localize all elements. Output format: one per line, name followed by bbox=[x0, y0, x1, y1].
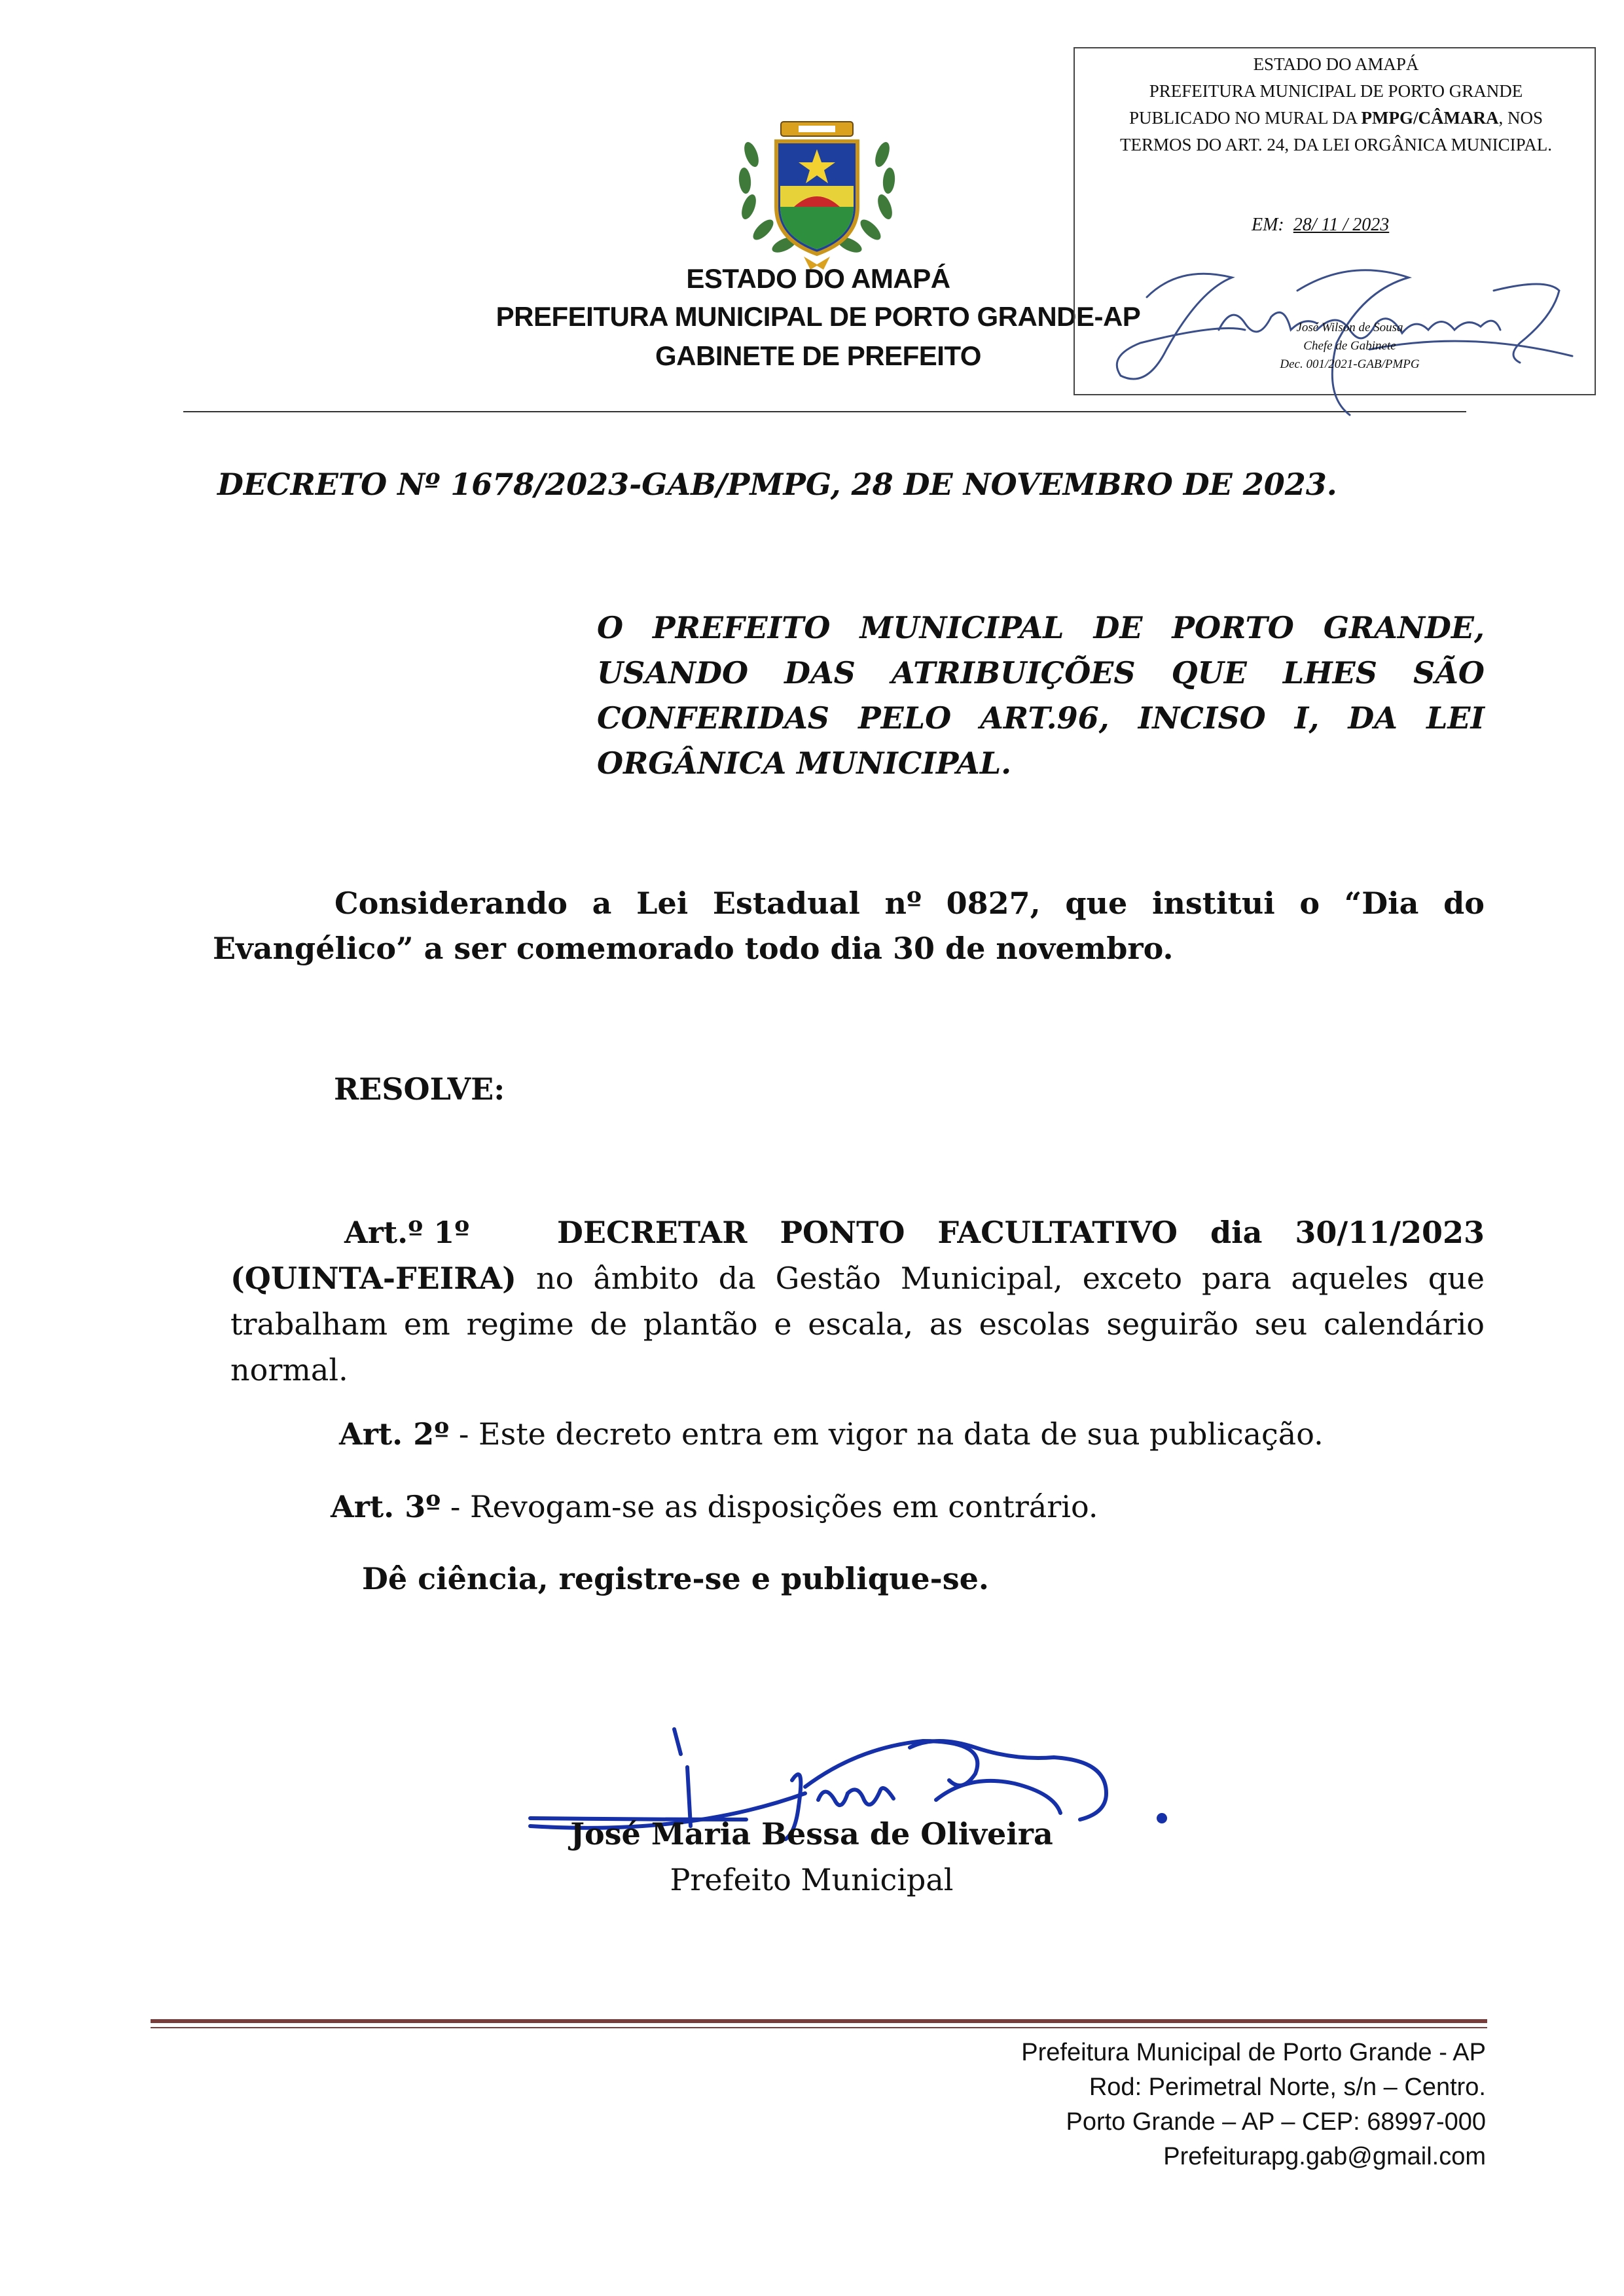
stamp-signer-name: José Wilson de Sousa bbox=[1296, 321, 1403, 334]
footer-divider-thin bbox=[151, 2027, 1487, 2028]
article-2-text: - Este decreto entra em vigor na data de sua publicação. bbox=[449, 1416, 1324, 1452]
stamp-signer bbox=[1271, 319, 1428, 374]
footer-address bbox=[851, 2036, 1486, 2174]
footer-divider bbox=[151, 2019, 1487, 2023]
stamp-date: EM: 28/ 11 / 2023 bbox=[1252, 215, 1390, 235]
article-2-label: Art. 2º bbox=[339, 1416, 450, 1452]
mayor-role: Prefeito Municipal bbox=[670, 1862, 954, 1897]
article-3-label: Art. 3º bbox=[331, 1489, 441, 1524]
stamp-signer-role: Chefe de Gabinete bbox=[1303, 339, 1396, 353]
stamp-prefecture: PREFEITURA MUNICIPAL DE PORTO GRANDE bbox=[1149, 81, 1523, 101]
coat-of-arms-icon bbox=[725, 109, 909, 272]
stamp-law-reference: TERMOS DO ART. 24, DA LEI ORGÂNICA MUNICIPAL. bbox=[1120, 135, 1552, 154]
considering-clause: Considerando a Lei Estadual nº 0827, que institui o “Dia do Evangélico” a ser comemorado todo dia 30 de novembro. bbox=[213, 886, 1485, 966]
article-2 bbox=[339, 1416, 1324, 1452]
footer-city-cep: Porto Grande – AP – CEP: 68997-000 bbox=[1066, 2108, 1486, 2136]
resolve-heading: RESOLVE: bbox=[334, 1071, 505, 1107]
header-state: ESTADO DO AMAPÁ bbox=[686, 263, 950, 294]
article-3 bbox=[331, 1489, 1098, 1524]
footer-email: Prefeiturapg.gab@gmail.com bbox=[1163, 2143, 1486, 2170]
stamp-signer-decree: Dec. 001/2021-GAB/PMPG bbox=[1280, 357, 1420, 371]
decree-preamble: O PREFEITO MUNICIPAL DE PORTO GRANDE, USANDO DAS ATRIBUIÇÕES QUE LHES SÃO CONFERIDAS PELO ART.96, INCISO I, DA LEI ORGÂNICA MUNICIPAL. bbox=[597, 610, 1485, 781]
stamp-published: PUBLICADO NO MURAL DA PMPG/CÂMARA, NOS bbox=[1129, 108, 1543, 128]
header-prefecture: PREFEITURA MUNICIPAL DE PORTO GRANDE-AP bbox=[496, 301, 1141, 332]
article-3-text: - Revogam-se as disposições em contrário. bbox=[441, 1489, 1098, 1524]
footer-street: Rod: Perimetral Norte, s/n – Centro. bbox=[1089, 2073, 1486, 2101]
closing-statement: Dê ciência, registre-se e publique-se. bbox=[362, 1561, 989, 1596]
header-cabinet: GABINETE DE PREFEITO bbox=[655, 340, 981, 371]
mayor-name: José Maria Bessa de Oliveira bbox=[570, 1816, 1053, 1852]
decree-title: DECRETO Nº 1678/2023-GAB/PMPG, 28 DE NOVEMBRO DE 2023. bbox=[217, 467, 1337, 502]
article-1-text: no âmbito da Gestão Municipal, exceto para aqueles que trabalham em regime de plantão e escala, as escolas seguirão seu calendário normal. bbox=[230, 1261, 1485, 1388]
article-1-label: Art.º 1º bbox=[344, 1215, 470, 1250]
article-1 bbox=[230, 1210, 1485, 1393]
stamp-state: ESTADO DO AMAPÁ bbox=[1253, 54, 1419, 74]
article-1-decision: DECRETAR PONTO FACULTATIVO dia 30/11/2023 (QUINTA-FEIRA) bbox=[230, 1215, 1485, 1296]
footer-prefecture: Prefeitura Municipal de Porto Grande - AP bbox=[1021, 2039, 1486, 2066]
publication-stamp bbox=[1074, 47, 1596, 395]
